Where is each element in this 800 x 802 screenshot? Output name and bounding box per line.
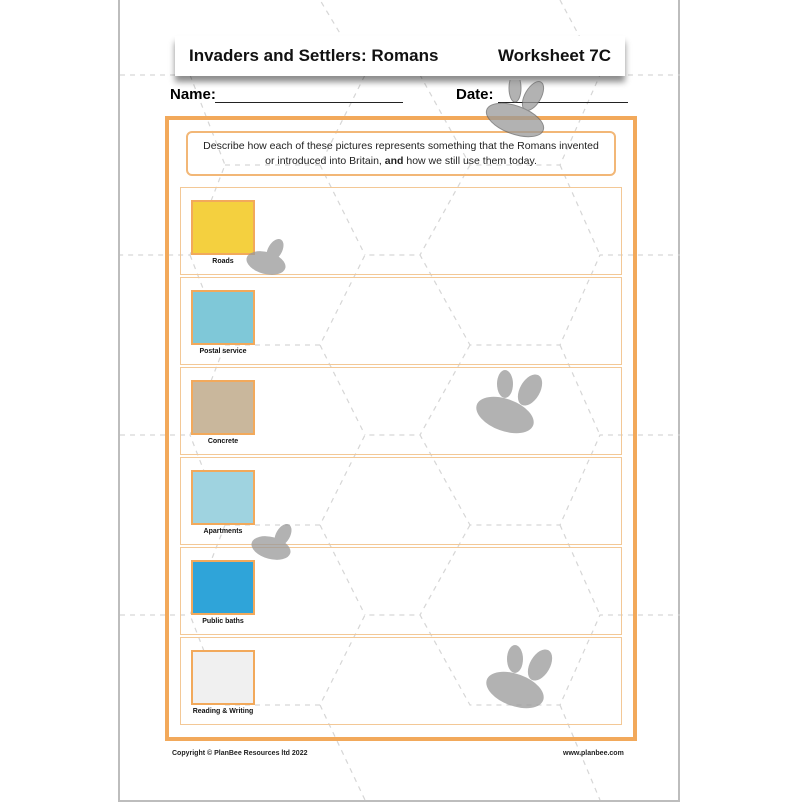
bee-watermark-icon: [475, 80, 555, 140]
bee-watermark-icon: [475, 645, 565, 715]
picture-caption: Public baths: [202, 618, 244, 625]
instr-bold: and: [384, 155, 404, 167]
title-banner: [175, 36, 625, 76]
worksheet-title: Invaders and Settlers: Romans: [189, 46, 439, 65]
bee-watermark-icon: [245, 520, 305, 565]
picture-caption: Concrete: [207, 438, 239, 445]
bee-watermark-icon: [465, 370, 555, 440]
name-label: Name:: [170, 86, 216, 103]
answer-row[interactable]: [180, 367, 622, 455]
picture-postal-service: [191, 290, 255, 345]
date-label: Date:: [456, 86, 494, 103]
copyright-text: Copyright © PlanBee Resources ltd 2022: [172, 750, 308, 757]
picture-reading-writing: [191, 650, 255, 705]
instructions-line-1: Describe how each of these pictures represents something that the Romans invented: [203, 140, 599, 152]
picture-caption: Apartments: [203, 528, 243, 535]
instr-text: how we still use them today.: [403, 155, 537, 167]
instr-text: or introduced into Britain,: [265, 155, 385, 167]
picture-caption: Postal service: [199, 348, 247, 355]
instructions-line-2: [188, 154, 614, 169]
website-link[interactable]: www.planbee.com: [563, 750, 624, 757]
name-line[interactable]: [215, 102, 403, 103]
picture-apartments: [191, 470, 255, 525]
picture-public-baths: [191, 560, 255, 615]
picture-caption: Reading & Writing: [192, 708, 254, 715]
answer-row[interactable]: [180, 277, 622, 365]
picture-caption: Roads: [212, 258, 234, 265]
picture-concrete: [191, 380, 255, 435]
bee-watermark-icon: [240, 235, 300, 280]
worksheet-number: Worksheet 7C: [497, 46, 611, 65]
